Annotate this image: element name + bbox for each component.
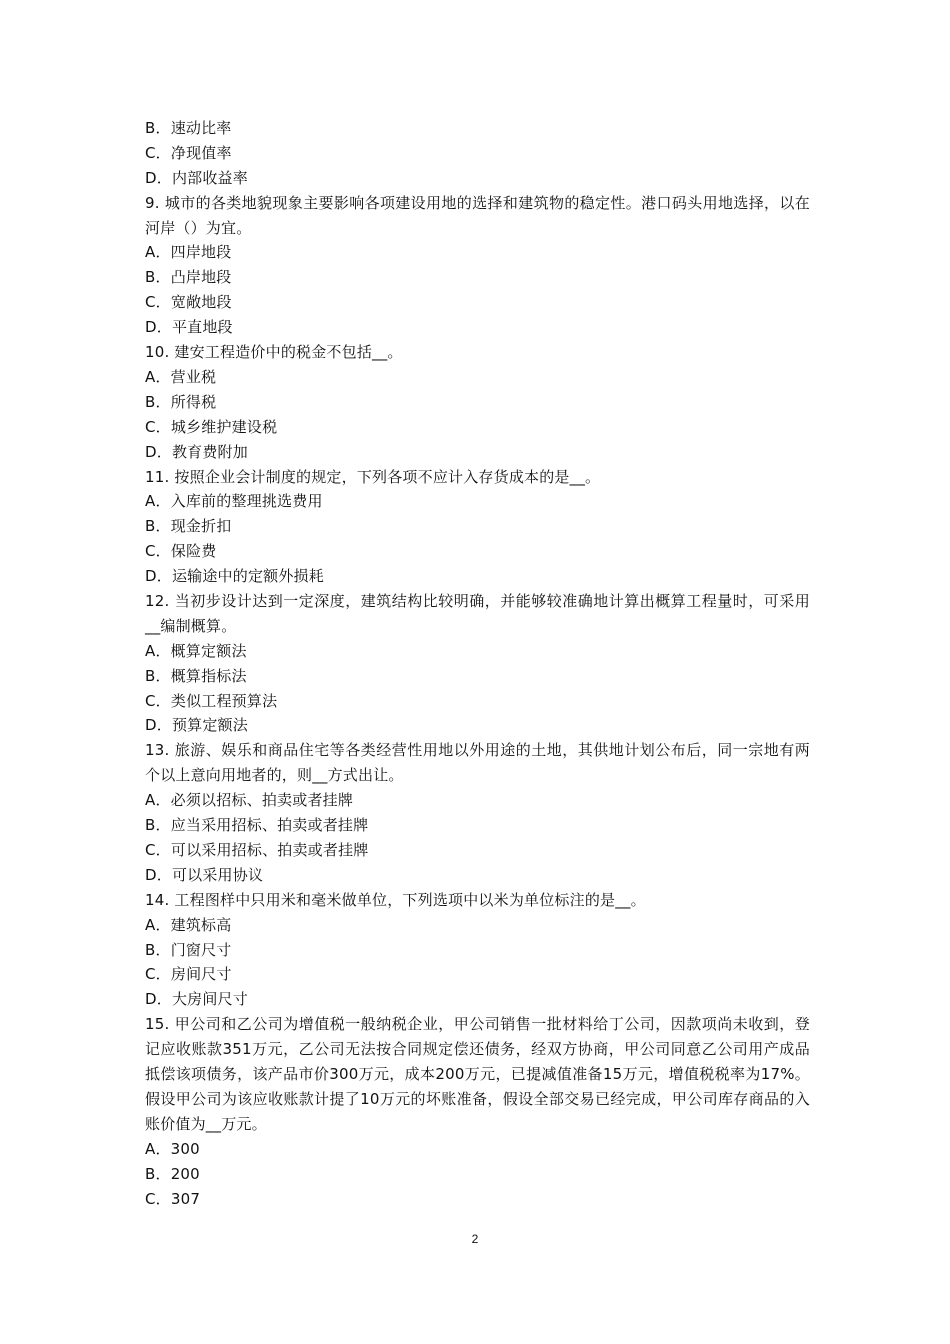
intro-options xyxy=(145,116,810,191)
option: B．200 xyxy=(145,1164,200,1183)
option: D．内部收益率 xyxy=(145,168,248,187)
question-text: 13. 旅游、娱乐和商品住宅等各类经营性用地以外用途的土地，其供地计划公布后，同一宗地有两个以上意向用地者的，则__方式出让。 xyxy=(145,741,810,785)
option: B．速动比率 xyxy=(145,119,232,137)
option: B．门窗尺寸 xyxy=(145,940,232,959)
option: B．应当采用招标、拍卖或者挂牌 xyxy=(145,816,369,835)
option: C．城乡维护建设税 xyxy=(145,417,278,436)
question-12 xyxy=(145,589,810,738)
question-text: 9. 城市的各类地貌现象主要影响各项建设用地的选择和建筑物的稳定性。港口码头用地选择，以在河岸（）为宜。 xyxy=(145,193,810,237)
question-15 xyxy=(145,1012,810,1211)
option: C．宽敞地段 xyxy=(145,293,232,312)
question-text: 11. 按照企业会计制度的规定，下列各项不应计入存货成本的是__。 xyxy=(145,467,601,486)
option: A．四岸地段 xyxy=(145,243,232,262)
option: D．可以采用协议 xyxy=(145,865,264,884)
question-text: 15. 甲公司和乙公司为增值税一般纳税企业，甲公司销售一批材料给丁公司，因款项尚未收到，登记应收账款351万元，乙公司无法按合同规定偿还债务，经双方协商，甲公司同意乙公司用产成品抵偿该项债务，该产品市价300万元，成本200万元，已提减值准备15万元，增值税税率为17%。假设甲公司为该应收账款计提了10万元的坏账准备，假设全部交易已经完成，甲公司库存商品的入账价值为__万元。 xyxy=(145,1015,810,1133)
option: D．平直地段 xyxy=(145,318,233,337)
option: A．建筑标高 xyxy=(145,915,232,934)
question-11 xyxy=(145,465,810,589)
option: B．现金折扣 xyxy=(145,517,232,536)
option: C．保险费 xyxy=(145,542,217,561)
question-14 xyxy=(145,888,810,1012)
option: A．概算定额法 xyxy=(145,641,247,660)
option: C．净现值率 xyxy=(145,143,232,162)
option: D．教育费附加 xyxy=(145,442,248,461)
option: D．大房间尺寸 xyxy=(145,990,248,1009)
option: C．房间尺寸 xyxy=(145,965,232,984)
option: D．预算定额法 xyxy=(145,716,248,735)
option: A．300 xyxy=(145,1139,200,1158)
question-text: 10. 建安工程造价中的税金不包括__。 xyxy=(145,343,403,362)
option: C．307 xyxy=(145,1189,201,1208)
question-text: 14. 工程图样中只用米和毫米做单位，下列选项中以米为单位标注的是__。 xyxy=(145,890,646,909)
option: B．概算指标法 xyxy=(145,666,247,685)
option: A．必须以招标、拍卖或者挂牌 xyxy=(145,791,354,810)
question-text: 12. 当初步设计达到一定深度，建筑结构比较明确，并能够较准确地计算出概算工程量时，可采用__编制概算。 xyxy=(145,591,810,635)
option: C．类似工程预算法 xyxy=(145,691,278,710)
option: B．凸岸地段 xyxy=(145,268,232,287)
document-body xyxy=(145,116,810,1211)
question-9 xyxy=(145,191,810,340)
option: A．营业税 xyxy=(145,367,217,386)
page-number: 2 xyxy=(471,1232,479,1246)
question-13 xyxy=(145,738,810,887)
option: D．运输途中的定额外损耗 xyxy=(145,567,324,586)
option: A．入库前的整理挑选费用 xyxy=(145,492,323,511)
option: C．可以采用招标、拍卖或者挂牌 xyxy=(145,840,369,859)
question-10 xyxy=(145,340,810,464)
option: B．所得税 xyxy=(145,392,217,411)
